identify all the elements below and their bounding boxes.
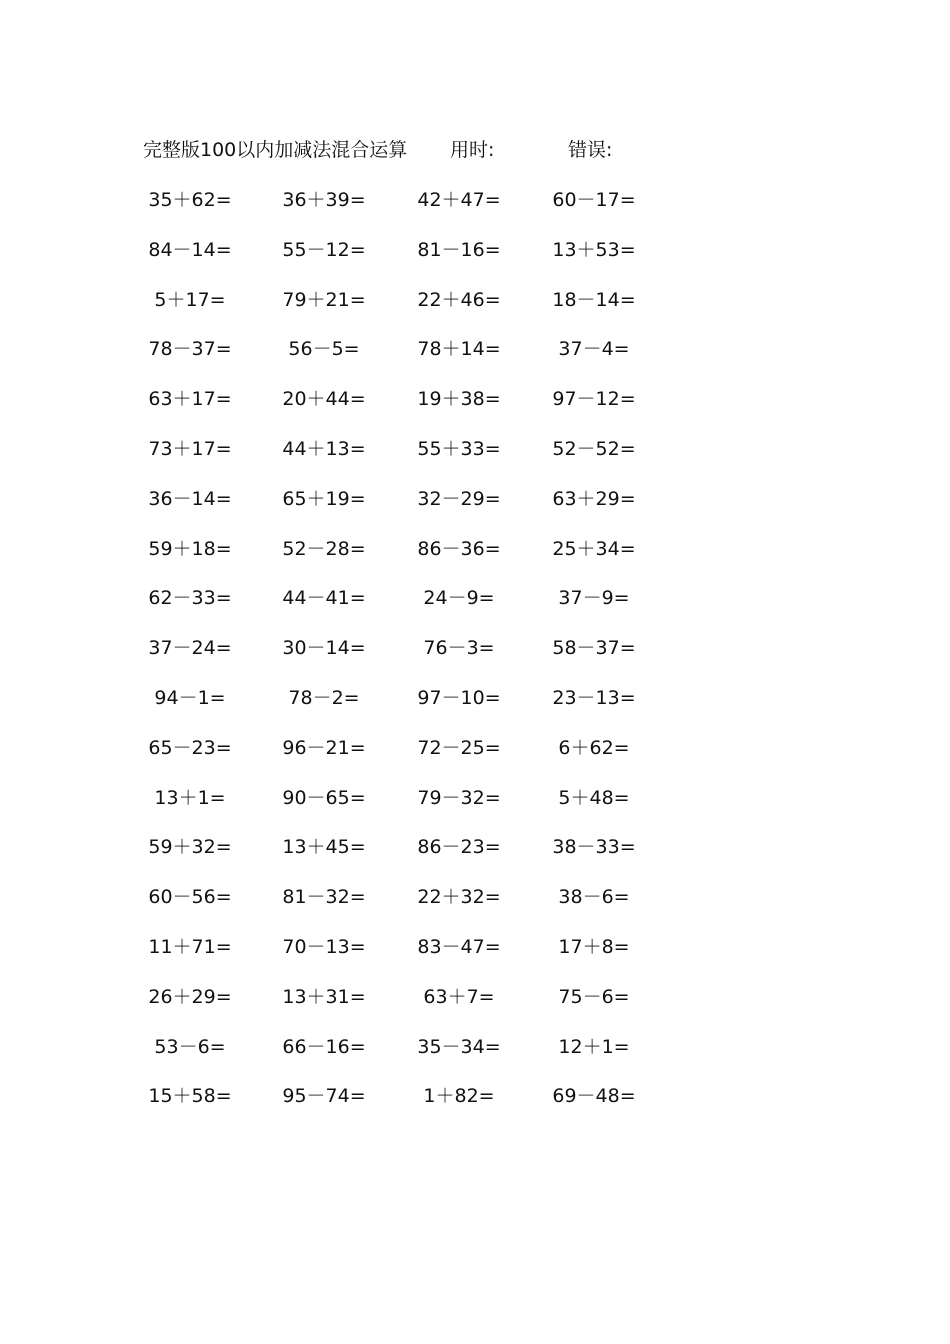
math-problem: 59＋18=: [148, 537, 232, 560]
errors-label: 错误:: [568, 139, 613, 161]
math-problem: 60－17=: [552, 189, 636, 211]
problem-row: [0, 286, 950, 336]
math-problem: 53－6=: [154, 1035, 226, 1058]
problem-grid: [0, 186, 950, 1132]
math-problem: 55＋33=: [417, 437, 501, 460]
problem-row: [0, 435, 950, 485]
math-problem: 70－13=: [282, 935, 366, 958]
math-problem: 52－28=: [282, 537, 366, 560]
problem-row: [0, 236, 950, 286]
math-problem: 38－6=: [558, 886, 630, 909]
math-problem: 37－24=: [148, 637, 232, 660]
math-problem: 95－74=: [282, 1085, 366, 1108]
problem-row: [0, 983, 950, 1033]
problem-row: [0, 584, 950, 634]
math-problem: 94－1=: [154, 686, 226, 709]
math-problem: 13＋31=: [282, 985, 366, 1008]
math-problem: 35＋62=: [148, 189, 232, 211]
math-problem: 11＋71=: [148, 935, 232, 958]
problem-row: [0, 535, 950, 585]
math-problem: 6＋62=: [558, 736, 630, 759]
math-problem: 23－13=: [552, 686, 636, 709]
math-problem: 19＋38=: [417, 388, 501, 411]
problem-row: [0, 385, 950, 435]
math-problem: 12＋1=: [558, 1035, 630, 1058]
math-problem: 22＋32=: [417, 886, 501, 909]
math-problem: 44＋13=: [282, 437, 366, 460]
problem-row: [0, 734, 950, 784]
math-problem: 79－32=: [417, 786, 501, 809]
math-problem: 84－14=: [148, 238, 232, 261]
math-problem: 97－12=: [552, 388, 636, 411]
math-problem: 78＋14=: [417, 338, 501, 361]
problem-row: [0, 1033, 950, 1083]
math-problem: 63＋17=: [148, 388, 232, 411]
math-problem: 5＋17=: [154, 288, 226, 311]
math-problem: 75－6=: [558, 985, 630, 1008]
math-problem: 59＋32=: [148, 836, 232, 859]
time-label: 用时:: [450, 139, 495, 161]
math-problem: 30－14=: [282, 637, 366, 660]
math-problem: 22＋46=: [417, 288, 501, 311]
math-problem: 15＋58=: [148, 1085, 232, 1108]
math-problem: 83－47=: [417, 935, 501, 958]
math-problem: 24－9=: [423, 587, 495, 610]
math-problem: 37－4=: [558, 338, 630, 361]
math-problem: 90－65=: [282, 786, 366, 809]
math-problem: 97－10=: [417, 686, 501, 709]
problem-row: [0, 933, 950, 983]
math-problem: 81－32=: [282, 886, 366, 909]
math-problem: 66－16=: [282, 1035, 366, 1058]
math-problem: 65－23=: [148, 736, 232, 759]
math-problem: 60－56=: [148, 886, 232, 909]
problem-row: [0, 485, 950, 535]
math-problem: 36＋39=: [282, 189, 366, 211]
math-problem: 32－29=: [417, 487, 501, 510]
math-problem: 13＋45=: [282, 836, 366, 859]
math-problem: 62－33=: [148, 587, 232, 610]
math-problem: 81－16=: [417, 238, 501, 261]
math-problem: 38－33=: [552, 836, 636, 859]
math-problem: 55－12=: [282, 238, 366, 261]
problem-row: [0, 784, 950, 834]
math-problem: 96－21=: [282, 736, 366, 759]
math-problem: 1＋82=: [423, 1085, 495, 1108]
math-problem: 36－14=: [148, 487, 232, 510]
math-problem: 78－2=: [288, 686, 360, 709]
math-problem: 17＋8=: [558, 935, 630, 958]
math-problem: 56－5=: [288, 338, 360, 361]
math-problem: 13＋1=: [154, 786, 226, 809]
worksheet-title: 完整版100以内加减法混合运算: [143, 139, 408, 161]
math-problem: 35－34=: [417, 1035, 501, 1058]
math-problem: 69－48=: [552, 1085, 636, 1108]
problem-row: [0, 186, 950, 236]
math-problem: 63＋29=: [552, 487, 636, 510]
math-problem: 44－41=: [282, 587, 366, 610]
math-problem: 78－37=: [148, 338, 232, 361]
problem-row: [0, 634, 950, 684]
math-problem: 13＋53=: [552, 238, 636, 261]
problem-row: [0, 1082, 950, 1132]
math-problem: 52－52=: [552, 437, 636, 460]
math-problem: 79＋21=: [282, 288, 366, 311]
math-problem: 25＋34=: [552, 537, 636, 560]
problem-row: [0, 335, 950, 385]
problem-row: [0, 883, 950, 933]
math-problem: 5＋48=: [558, 786, 630, 809]
math-problem: 26＋29=: [148, 985, 232, 1008]
math-problem: 58－37=: [552, 637, 636, 660]
math-problem: 73＋17=: [148, 437, 232, 460]
math-problem: 72－25=: [417, 736, 501, 759]
math-problem: 76－3=: [423, 637, 495, 660]
math-problem: 86－36=: [417, 537, 501, 560]
math-problem: 42＋47=: [417, 189, 501, 211]
math-problem: 37－9=: [558, 587, 630, 610]
math-problem: 63＋7=: [423, 985, 495, 1008]
problem-row: [0, 684, 950, 734]
math-problem: 86－23=: [417, 836, 501, 859]
math-problem: 20＋44=: [282, 388, 366, 411]
math-problem: 65＋19=: [282, 487, 366, 510]
math-problem: 18－14=: [552, 288, 636, 311]
problem-row: [0, 833, 950, 883]
